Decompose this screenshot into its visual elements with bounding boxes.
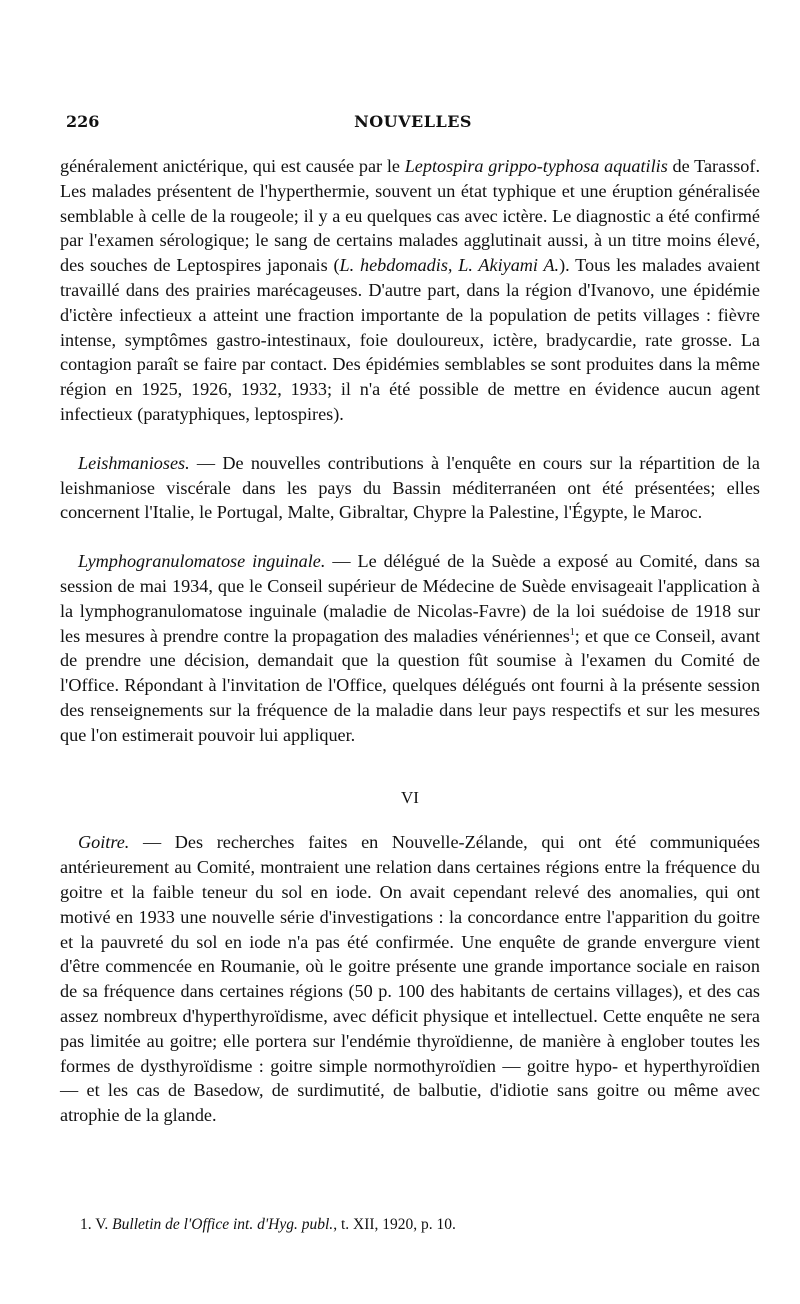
footnote-reference[interactable]: 1 bbox=[569, 626, 575, 638]
page-header bbox=[66, 112, 760, 136]
species-name: L. hebdomadis, L. Akiyami A. bbox=[339, 255, 560, 276]
paragraph-heading: Leishmanioses. bbox=[78, 452, 190, 473]
paragraph-leishmanioses bbox=[60, 451, 760, 525]
footnote-citation: , t. XII, 1920, p. 10. bbox=[333, 1216, 456, 1233]
paragraph-lymphogranulomatose bbox=[60, 549, 760, 747]
text-run: ; et que ce Conseil, avant de prendre une décision, demandait que la question fût soumise à l'examen du Comité de l'Office. Répondant à l'invitation de l'Office, quelques délégués ont fourni à la présente session des renseignements sur la fréquence de la maladie dans leur pays respectifs et sur les mesures que l'on estimerait pouvoir lui appliquer. bbox=[60, 625, 760, 745]
body-text bbox=[60, 154, 760, 1128]
species-name: Leptospira grippo-typhosa aquatilis bbox=[404, 156, 668, 176]
journal-title: Bulletin de l'Office int. d'Hyg. publ. bbox=[112, 1216, 334, 1233]
text-run: de Tarassof. Les malades présentent de l'hyperthermie, souvent un état typhique et une éruption généralisée semblable à celle de la rougeole; il y a eu quelques cas avec ictère. Le diagnostic a été confirmé par l'examen sérologique; le sang de certains malades agglutinait aussi, à un titre moins élevé, des souches de Leptospires japonais ( bbox=[60, 156, 760, 276]
footnote-number: 1. V. bbox=[80, 1216, 113, 1233]
footnote bbox=[80, 1216, 760, 1234]
section-number: VI bbox=[401, 787, 419, 807]
page-number: 226 bbox=[66, 112, 100, 131]
paragraph-leptospirosis bbox=[60, 154, 760, 427]
text-run: — Le délégué de la Suède a exposé au Comité, dans sa session de mai 1934, que le Conseil supérieur de Médecine de Suède envisageait l'application à la lymphogranulomatose inguinale (maladie de Nicolas-Favre) de la loi suédoise de 1918 sur les mesures à prendre contre la propagation des maladies vénériennes bbox=[60, 551, 760, 646]
text-run: ). Tous les malades avaient travaillé dans des prairies marécageuses. D'autre part, dans la région d'Ivanovo, une épidémie d'ictère infectieux a atteint une fraction importante de la population de petits villages : fièvre intense, symptômes gastro-intestinaux, foie douloureux, ictère, bradycardie, rate grosse. La contagion paraît se faire par contact. Des épidémies semblables se sont produites dans la même région en 1925, 1926, 1932, 1933; il n'a été possible de mettre en évidence aucun agent infectieux (paratyphiques, leptospires). bbox=[60, 255, 761, 424]
text-run: — De nouvelles contributions à l'enquête en cours sur la répartition de la leishmaniose viscérale dans les pays du Bassin méditerranéen ont été présentées; elles concernent l'Italie, le Portugal, Malte, Gibraltar, Chypre la Palestine, l'Égypte, le Maroc. bbox=[60, 452, 760, 523]
running-title: NOUVELLES bbox=[354, 112, 472, 131]
paragraph-goitre bbox=[60, 830, 760, 1128]
text-run: — Des recherches faites en Nouvelle-Zélande, qui ont été communiquées antérieurement au Comité, montraient une relation dans certaines régions entre la fréquence du goitre et la faible teneur du sol en iode. On avait cependant relevé des anomalies, qui ont motivé en 1933 une nouvelle série d'investigations : la concordance entre l'apparition du goitre et la pauvreté du sol en iode n'a pas été confirmée. Une enquête de grande envergure vient d'être commencée en Roumanie, où le goitre présente une grande importance sociale en raison de sa fréquence dans certaines régions (50 p. 100 des habitants de certains villages), et des cas assez nombreux d'hyperthyroïdisme, avec déficit physique et intellectuel. Cette enquête ne sera pas limitée au goitre; elle portera sur l'endémie thyroïdienne, de manière à englober toutes les formes de dysthyroïdisme : goitre simple normothyroïdien — goitre hypo- et hyperthyroïdien — et les cas de Basedow, de surdimutité, de balbutie, d'idiotie sans goitre ou même avec atrophie de la glande. bbox=[60, 832, 760, 1126]
paragraph-heading: Lymphogranulomatose inguinale. bbox=[78, 551, 326, 572]
paragraph-heading: Goitre. bbox=[78, 832, 130, 853]
text-run: généralement anictérique, qui est causée par le bbox=[60, 156, 405, 176]
